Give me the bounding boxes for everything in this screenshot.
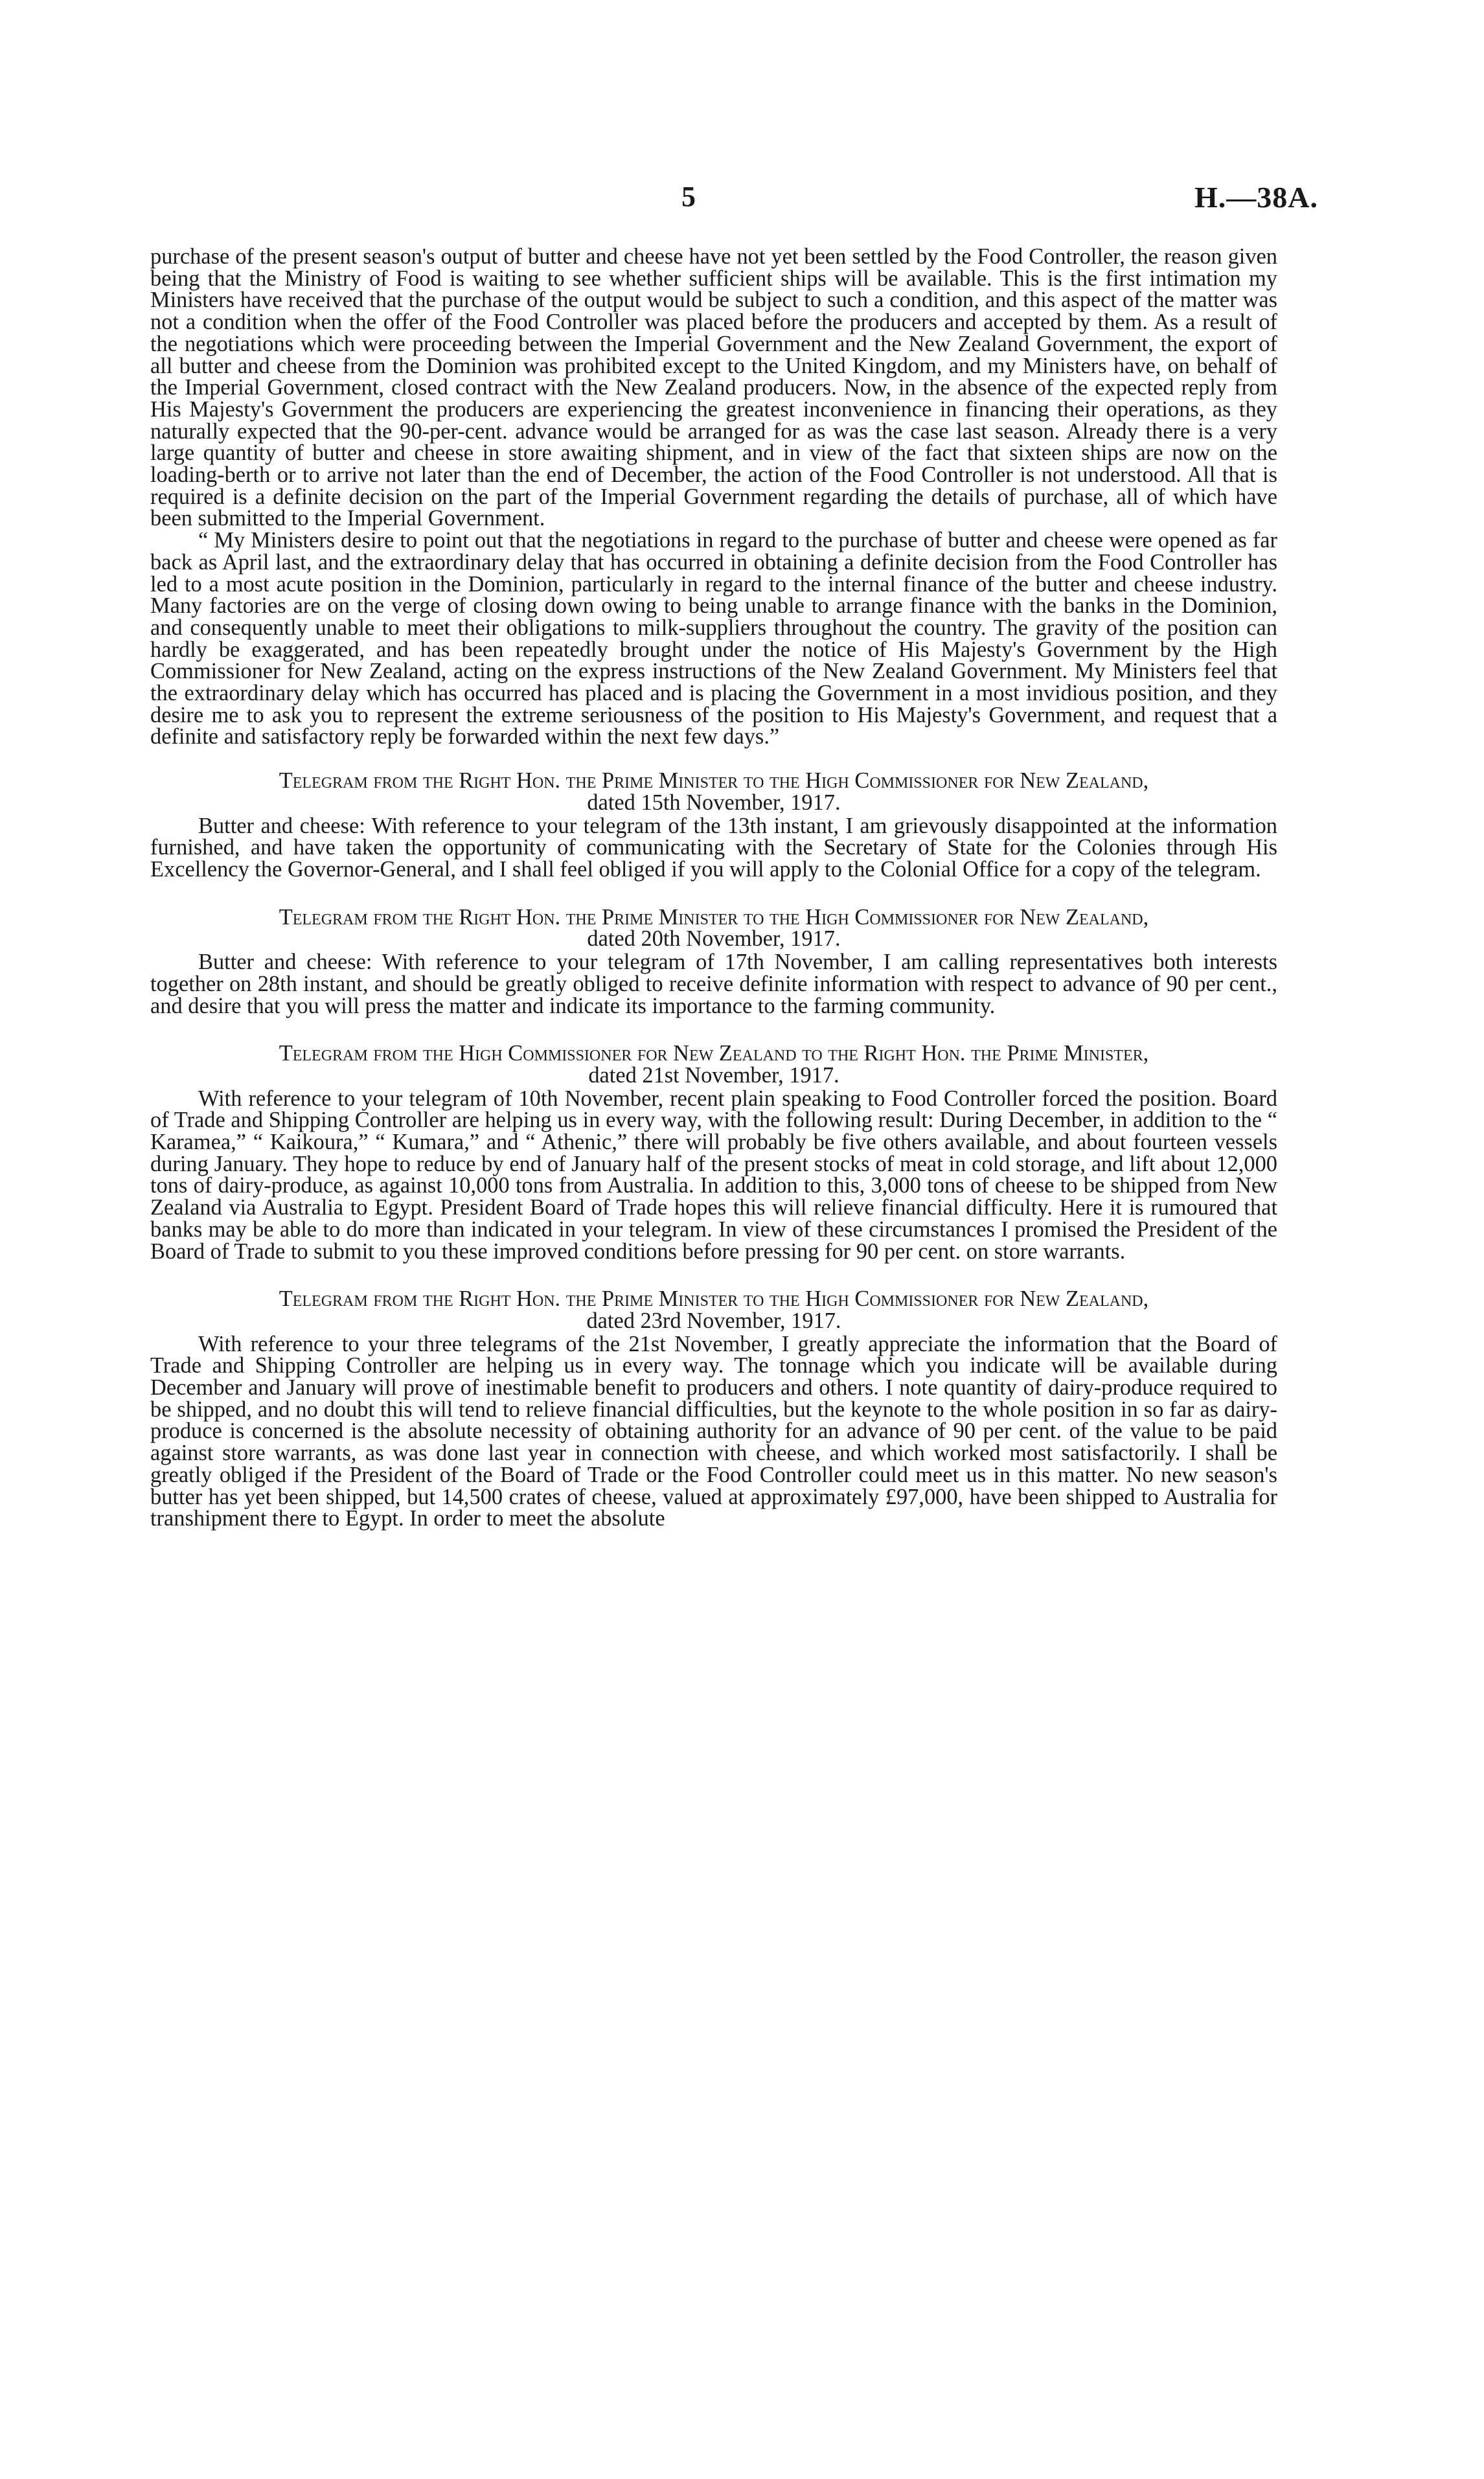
document-reference: H.—38A. xyxy=(1194,181,1318,214)
page-number: 5 xyxy=(681,181,696,212)
telegram-date: dated 15th November, 1917. xyxy=(587,790,841,815)
telegram-body: With reference to your telegram of 10th November, recent plain speaking to Food Controller forced the position. Board of Trade and Shipping Controller are helping us in every way, with the following result: During December, in addition to the “ Karamea,” “ Kaikoura,” “ Kumara,” and “ Athenic,” there will probably be five others available, and about fourteen vessels during January. They hope to reduce by end of January half of the present stocks of meat in cold storage, and lift about 12,000 tons of dairy-produce, as against 10,000 tons from Australia. In addition to this, 3,000 tons of cheese to be shipped from New Zealand via Australia to Egypt. President Board of Trade hopes this will relieve financial difficulty. Here it is rumoured that banks may be able to do more than indicated in your telegram. In view of these circumstances I promised the President of the Board of Trade to submit to you these improved conditions before pressing for 90 per cent. on store warrants. xyxy=(150,1086,1277,1264)
telegram-body: Butter and cheese: With reference to your telegram of 17th November, I am calling representatives both interests together on 28th instant, and should be greatly obliged to receive definite information with respect to advance of 90 per cent., and desire that you will press the matter and indicate its importance to the farming community. xyxy=(150,950,1277,1018)
continuation-paragraph-2: “ My Ministers desire to point out that the negotiations in regard to the purchase of butter and cheese were opened as far back as April last, and the extraordinary delay that has occurred in obtaining a definite decision from the Food Controller has led to a most acute position in the Dominion, particularly in regard to the internal finance of the butter and cheese industry. Many factories are on the verge of closing down owing to being unable to arrange finance with the banks in the Dominion, and consequently unable to meet their obligations to milk-suppliers throughout the country. The gravity of the position can hardly be exaggerated, and has been repeatedly brought under the notice of His Majesty's Government by the High Commissioner for New Zealand, acting on the express instructions of the New Zealand Government. My Ministers feel that the extraordinary delay which has occurred has placed and is placing the Government in a most invidious position, and they desire me to ask you to represent the extreme seriousness of the position to His Majesty's Government, and request that a definite and satisfactory reply be forwarded within the next few days.” xyxy=(150,528,1277,749)
telegram-section xyxy=(150,1043,1277,1262)
document-body xyxy=(150,246,1277,1530)
telegram-body: Butter and cheese: With reference to your telegram of the 13th instant, I am grievously disappointed at the information furnished, and have taken the opportunity of communicating with the Secretary of State for the Colonies through His Excellency the Governor-General, and I shall feel obliged if you will apply to the Colonial Office for a copy of the telegram. xyxy=(150,813,1277,882)
telegram-body: With reference to your three telegrams of the 21st November, I greatly appreciate the information that the Board of Trade and Shipping Controller are helping us in every way. The tonnage which you indicate will be available during December and January will prove of inestimable benefit to producers and others. I note quantity of dairy-produce required to be shipped, and no doubt this will tend to relieve financial difficulties, but the keynote to the whole position in so far as dairy-produce is concerned is the absolute necessity of obtaining authority for an advance of 90 per cent. of the value to be paid against store warrants, as was done last year in connection with cheese, and which worked most satisfactorily. I shall be greatly obliged if the President of the Board of Trade or the Food Controller could meet us in this matter. No new season's butter has yet been shipped, but 14,500 crates of cheese, valued at approximately £97,000, have been shipped to Australia for transhipment there to Egypt. In order to meet the absolute xyxy=(150,1331,1277,1531)
telegram-date: dated 23rd November, 1917. xyxy=(586,1308,841,1333)
telegram-date: dated 21st November, 1917. xyxy=(588,1062,839,1088)
telegram-date: dated 20th November, 1917. xyxy=(587,926,841,952)
telegram-section xyxy=(150,770,1277,881)
telegram-heading: Telegram from the Right Hon. the Prime Minister to the High Commissioner for New Zealand, xyxy=(279,904,1149,930)
telegram-section xyxy=(150,904,1277,1018)
page-header xyxy=(0,180,1484,219)
telegram-heading: Telegram from the High Commissioner for New Zealand to the Right Hon. the Prime Minister, xyxy=(279,1041,1149,1066)
telegram-heading: Telegram from the Right Hon. the Prime Minister to the High Commissioner for New Zealand, xyxy=(279,1286,1149,1312)
continuation-paragraph-1: purchase of the present season's output of butter and cheese have not yet been settled by the Food Controller, the reason given being that the Ministry of Food is waiting to see whether sufficient ships will be available. This is the first intimation my Ministers have received that the purchase of the output would be subject to such a condition, and this aspect of the matter was not a condition when the offer of the Food Controller was placed before the producers and accepted by them. As a result of the negotiations which were proceeding between the Imperial Government and the New Zealand Government, the export of all butter and cheese from the Dominion was prohibited except to the United Kingdom, and my Ministers have, on behalf of the Imperial Government, closed contract with the New Zealand producers. Now, in the absence of the expected reply from His Majesty's Government the producers are experiencing the greatest inconvenience in financing their operations, as they naturally expected that the 90-per-cent. advance would be arranged for as was the case last season. Already there is a very large quantity of butter and cheese in store awaiting shipment, and in view of the fact that sixteen ships are now on the loading-berth or to arrive not later than the end of December, the action of the Food Controller is not understood. All that is required is a definite decision on the part of the Imperial Government regarding the details of purchase, all of which have been submitted to the Imperial Government. xyxy=(150,244,1277,531)
telegram-section xyxy=(150,1288,1277,1530)
telegram-heading: Telegram from the Right Hon. the Prime Minister to the High Commissioner for New Zealand, xyxy=(279,768,1149,794)
